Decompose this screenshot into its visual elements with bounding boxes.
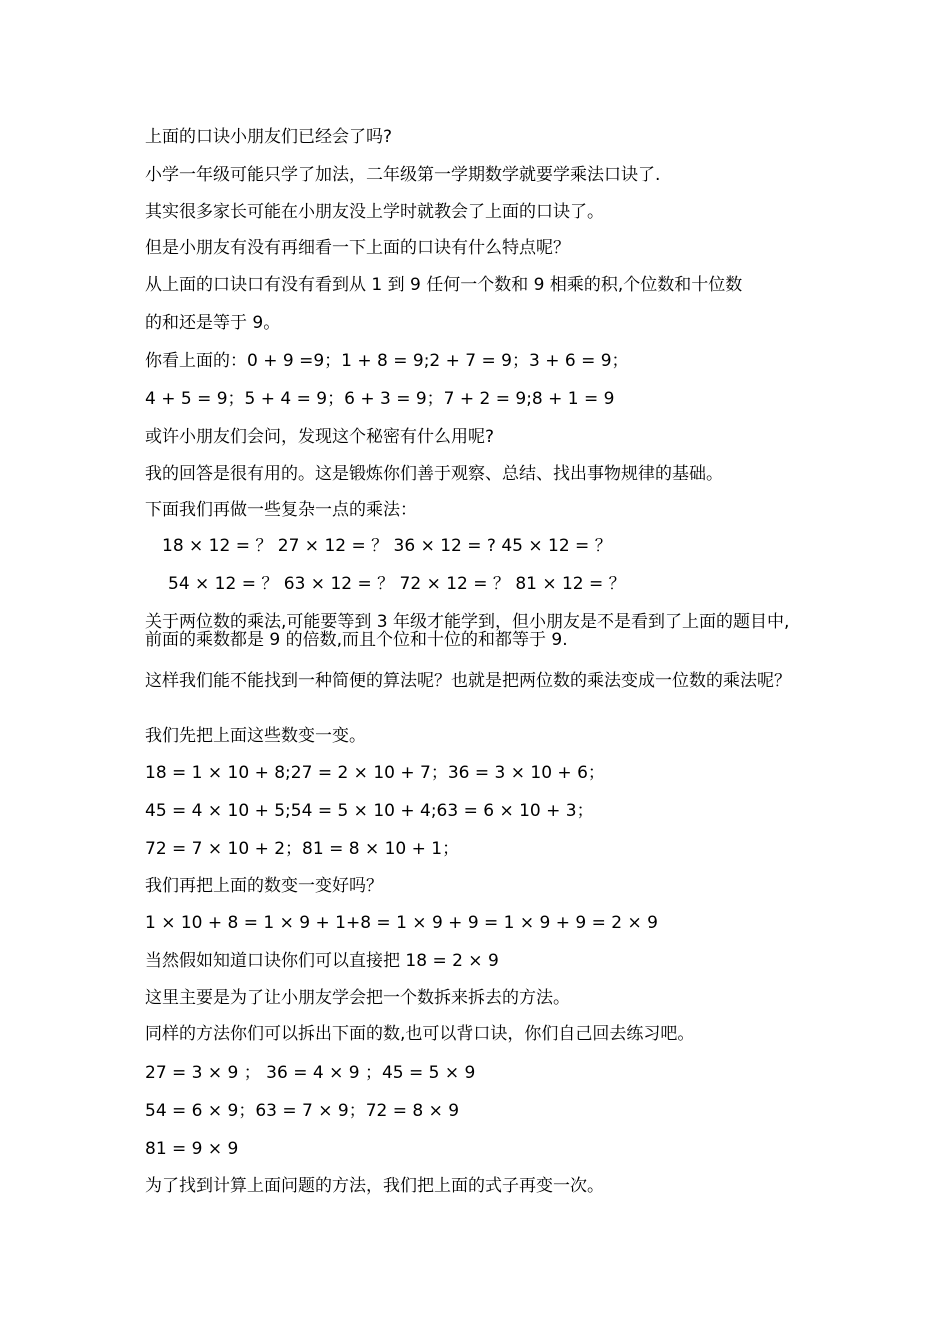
paragraph-line: 我们先把上面这些数变一变。 bbox=[145, 726, 366, 746]
paragraph-line: 这里主要是为了让小朋友学会把一个数拆来拆去的方法。 bbox=[145, 988, 570, 1008]
paragraph-block: 关于两位数的乘法,可能要等到 3 年级才能学到，但小朋友是不是看到了上面的题目中,前面的乘数都是 9 的倍数,而且个位和十位的和都等于 9. bbox=[145, 612, 790, 650]
equation-line: 45 = 4 × 10 + 5;54 = 5 × 10 + 4;63 = 6 × 10 + 3； bbox=[145, 801, 594, 821]
paragraph-line: 或许小朋友们会问，发现这个秘密有什么用呢? bbox=[145, 427, 495, 447]
equation-line: 54 = 6 × 9；63 = 7 × 9；72 = 8 × 9 bbox=[145, 1101, 460, 1121]
equation-line: 81 = 9 × 9 bbox=[145, 1139, 239, 1159]
paragraph-block: 这样我们能不能找到一种简便的算法呢？也就是把两位数的乘法变成一位数的乘法呢？ bbox=[145, 671, 791, 691]
equation-line: 1 × 10 + 8 = 1 × 9 + 1+8 = 1 × 9 + 9 = 1 × 9 + 9 = 2 × 9 bbox=[145, 913, 658, 933]
paragraph-line: 其实很多家长可能在小朋友没上学时就教会了上面的口诀了。 bbox=[145, 202, 604, 222]
equation-line: 你看上面的：0 + 9 =9；1 + 8 = 9;2 + 7 = 9；3 + 6 = 9； bbox=[145, 351, 629, 371]
equation-line: 18 = 1 × 10 + 8;27 = 2 × 10 + 7；36 = 3 × 10 + 6； bbox=[145, 763, 605, 783]
equation-line: 72 = 7 × 10 + 2；81 = 8 × 10 + 1； bbox=[145, 839, 460, 859]
paragraph-line: 的和还是等于 9。 bbox=[145, 313, 281, 333]
paragraph-line: 从上面的口诀口有没有看到从 1 到 9 任何一个数和 9 相乘的积,个位数和十位数 bbox=[145, 275, 743, 295]
equation-line: 4 + 5 = 9；5 + 4 = 9；6 + 3 = 9；7 + 2 = 9;8 + 1 = 9 bbox=[145, 389, 615, 409]
paragraph-line: 我的回答是很有用的。这是锻炼你们善于观察、总结、找出事物规律的基础。 bbox=[145, 464, 723, 484]
paragraph-line: 同样的方法你们可以拆出下面的数,也可以背口诀，你们自己回去练习吧。 bbox=[145, 1024, 695, 1044]
problem-line: 18 × 12 = ？ 27 × 12 = ？ 36 × 12 = ? 45 × 12 = ？ bbox=[162, 536, 612, 556]
problem-line: 54 × 12 = ？ 63 × 12 = ？ 72 × 12 = ？ 81 × 12 = ？ bbox=[168, 574, 626, 594]
paragraph-line: 我们再把上面的数变一变好吗？ bbox=[145, 876, 383, 896]
paragraph-line: 但是小朋友有没有再细看一下上面的口诀有什么特点呢？ bbox=[145, 238, 570, 258]
paragraph-line: 当然假如知道口诀你们可以直接把 18 = 2 × 9 bbox=[145, 951, 499, 971]
paragraph-line: 上面的口诀小朋友们已经会了吗? bbox=[145, 127, 393, 147]
paragraph-line: 小学一年级可能只学了加法，二年级第一学期数学就要学乘法口诀了. bbox=[145, 165, 661, 185]
equation-line: 27 = 3 × 9 ； 36 = 4 × 9 ；45 = 5 × 9 bbox=[145, 1063, 476, 1083]
paragraph-line: 下面我们再做一些复杂一点的乘法： bbox=[145, 500, 417, 520]
paragraph-line: 为了找到计算上面问题的方法，我们把上面的式子再变一次。 bbox=[145, 1176, 604, 1196]
